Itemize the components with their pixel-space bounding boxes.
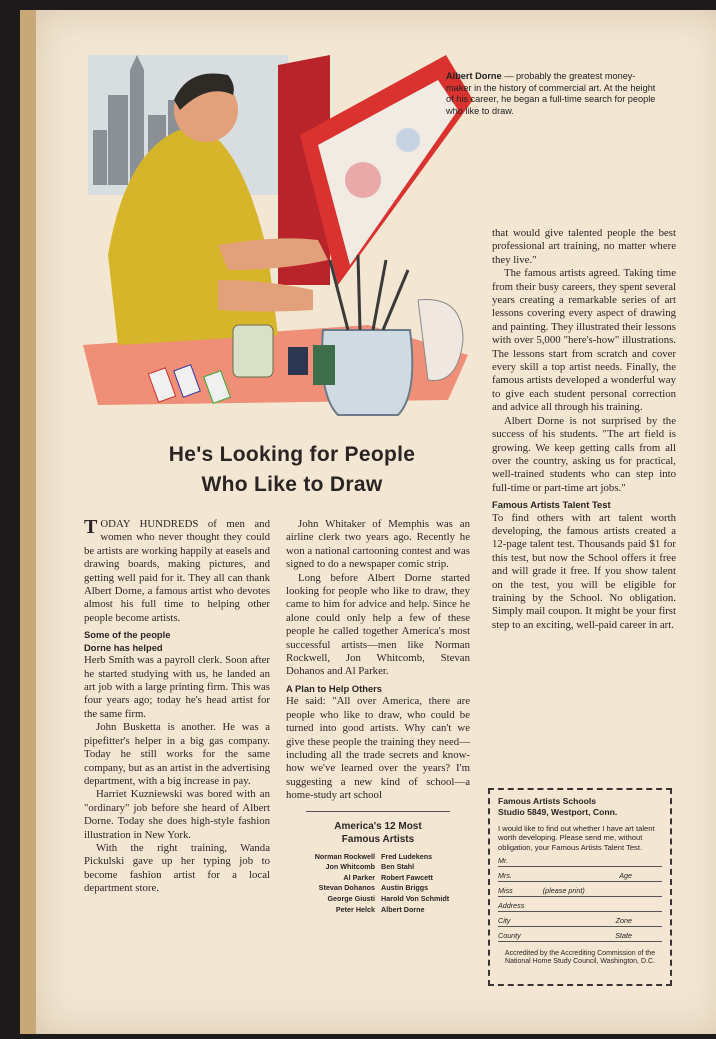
field-hint: (please print) (542, 886, 585, 896)
divider (306, 811, 450, 812)
coupon-field-mrs[interactable] (498, 871, 662, 882)
paragraph: Harriet Kuzniewski was bored with an "ordinary" job before she heard of Albert Dorne. Today she does high-style fashion illustration in New York. (84, 788, 270, 841)
artist-name: Al Parker (343, 872, 375, 882)
subheading: A Plan to Help Others (286, 682, 383, 694)
field-label: Mrs. (498, 871, 512, 881)
coupon-address: Studio 5849, Westport, Conn. (498, 807, 618, 817)
artist-name: Albert Dorne (381, 904, 425, 914)
column-3 (492, 227, 676, 632)
paint-jar-icon (233, 325, 273, 377)
artist-name: Peter Helck (335, 904, 375, 914)
paragraph: John Whitaker of Memphis was an airline clerk two years ago. Recently he won a national cartooning contest and was signed to do a newspaper comic strip. (286, 518, 470, 571)
paragraph: John Busketta is another. He was a pipefitter's helper in a big gas company. Today he still works for the same company, but as an artist in the advertising department, with a big increase in pay. (84, 721, 270, 787)
headline-line-2: Who Like to Draw (201, 473, 383, 496)
caption-text: — probably the greatest money-maker in the history of commercial art. At the height of his career, he began a full-time search for people who like to draw. (446, 71, 656, 116)
subheading-line: Dorne has helped (84, 641, 163, 653)
coupon-field-miss[interactable] (498, 886, 662, 897)
coupon-field-address[interactable] (498, 901, 662, 912)
field-label: Zone (615, 916, 632, 926)
coupon-field-mr[interactable] (498, 856, 662, 867)
artists-left (286, 852, 375, 916)
artists-list (286, 852, 470, 916)
coupon-field-city[interactable] (498, 916, 662, 927)
sketch-figure-icon (345, 162, 381, 198)
illustration-artist-drawing (68, 55, 478, 425)
field-label: State (615, 931, 632, 941)
paragraph: Long before Albert Dorne started looking for people who like to draw, they came to him for advice and help. Since he alone could only help a few of these people he called together America's most successful artists—men like Norman Rockwell, Jon Whitcomb, Stevan Dohanos and Al Parker. (286, 571, 470, 678)
caption-name: Albert Dorne (446, 71, 502, 81)
artists-list-title-line: America's 12 Most (334, 820, 422, 832)
brush-jar-icon (322, 330, 412, 415)
subheading (84, 629, 270, 654)
artist-name: Jon Whitcomb (325, 862, 375, 872)
artist-name: George Giusti (327, 894, 375, 903)
paragraph: To find others with art talent worth developing, the famous artists created a 12-page talent test. Thousands paid $1 for this test, but now the School offers it free and will grade it free. If you show talent on the test, you will be eligible for training by the School. No obligation. Simply mail coupon. It might be your first step to an exciting, well-paid career in art. (492, 511, 676, 631)
artists-list-title (286, 820, 470, 846)
field-label: Miss (498, 886, 513, 896)
paint-jar-icon (313, 345, 335, 385)
artist-name: Austin Briggs (381, 883, 429, 893)
paragraph: He said: "All over America, there are people who like to draw, who could be turned into good artists. Why can't we give these people the training they need—including all the trade secrets and know-how we've learned over the years? I'm suggesting a new kind of school—a home-study art school (286, 695, 470, 802)
subheading-line: Some of the people (84, 629, 171, 641)
field-label: Mr. (498, 856, 509, 866)
column-1 (84, 518, 270, 896)
coupon-body: I would like to find out whether I have art talent worth developing. Please send me, without obligation, your Famous Artists Talent Test. (498, 824, 655, 852)
paragraph: The famous artists agreed. Taking time from their busy careers, they spent several years creating a remarkable series of art lessons covering every aspect of drawing and painting. They illustrated their lessons with over 5,000 "here's-how" illustrations. The lessons start from scratch and cover every skill a top artist needs. Finally, the famous artists developed a wonderful way to give each student personal correction and advice all through his training. (492, 267, 676, 414)
accreditation-note: Accredited by the Accrediting Commission of the National Home Study Council, Washington, D.C. (504, 950, 656, 966)
coupon-title: Famous Artists Schools (498, 796, 597, 806)
paragraph: Herb Smith was a payroll clerk. Soon after he started studying with us, he landed an art job with a large printing firm. This was four years ago; today he's head artist for the same firm. (84, 654, 270, 720)
artist-name: Ben Stahl (381, 862, 415, 872)
drop-cap: T (84, 516, 98, 538)
field-label: County (498, 931, 521, 941)
subheading: Famous Artists Talent Test (492, 499, 611, 511)
field-label: Address (498, 901, 525, 911)
artist-name: Robert Fawcett (381, 872, 433, 882)
field-label: Age (619, 871, 632, 881)
coupon-field-county[interactable] (498, 931, 662, 942)
mail-coupon[interactable] (488, 788, 672, 986)
lead-words: ODAY HUNDREDS (100, 518, 199, 530)
paragraph (84, 518, 270, 625)
sketch-figure-icon (396, 128, 420, 152)
artists-list-title-line: Famous Artists (341, 833, 415, 845)
headline-line-1: He's Looking for People (168, 443, 416, 466)
paragraph: that would give talented people the best professional art training, no matter where they live." (492, 227, 676, 266)
paragraph: With the right training, Wanda Pickulski gave up her typing job to become fashion artist for a local department store. (84, 841, 270, 895)
artists-right (381, 852, 470, 916)
artist-name: Harold Von Schmidt (381, 894, 450, 903)
paint-jar-icon (288, 347, 308, 375)
illustration-caption (446, 71, 656, 117)
field-label: City (498, 916, 511, 926)
artist-name: Fred Ludekens (381, 851, 433, 861)
column-2 (286, 518, 470, 915)
artist-name: Norman Rockwell (314, 851, 375, 861)
headline (92, 440, 492, 500)
paragraph-text: of men and women who never thought they could be artists are working happily at easels and drawing boards, making pictures, and getting well paid for it. They all can thank Albert Dorne, a famous artist who devotes almost his full time to helping other people become artists. (84, 518, 270, 624)
paragraph: Albert Dorne is not surprised by the success of his students. "The art field is growing. We keep getting calls from all over the country, asking us for practical, well-trained students who can step into full-time or part-time art jobs." (492, 414, 676, 494)
artist-name: Stevan Dohanos (318, 883, 375, 893)
